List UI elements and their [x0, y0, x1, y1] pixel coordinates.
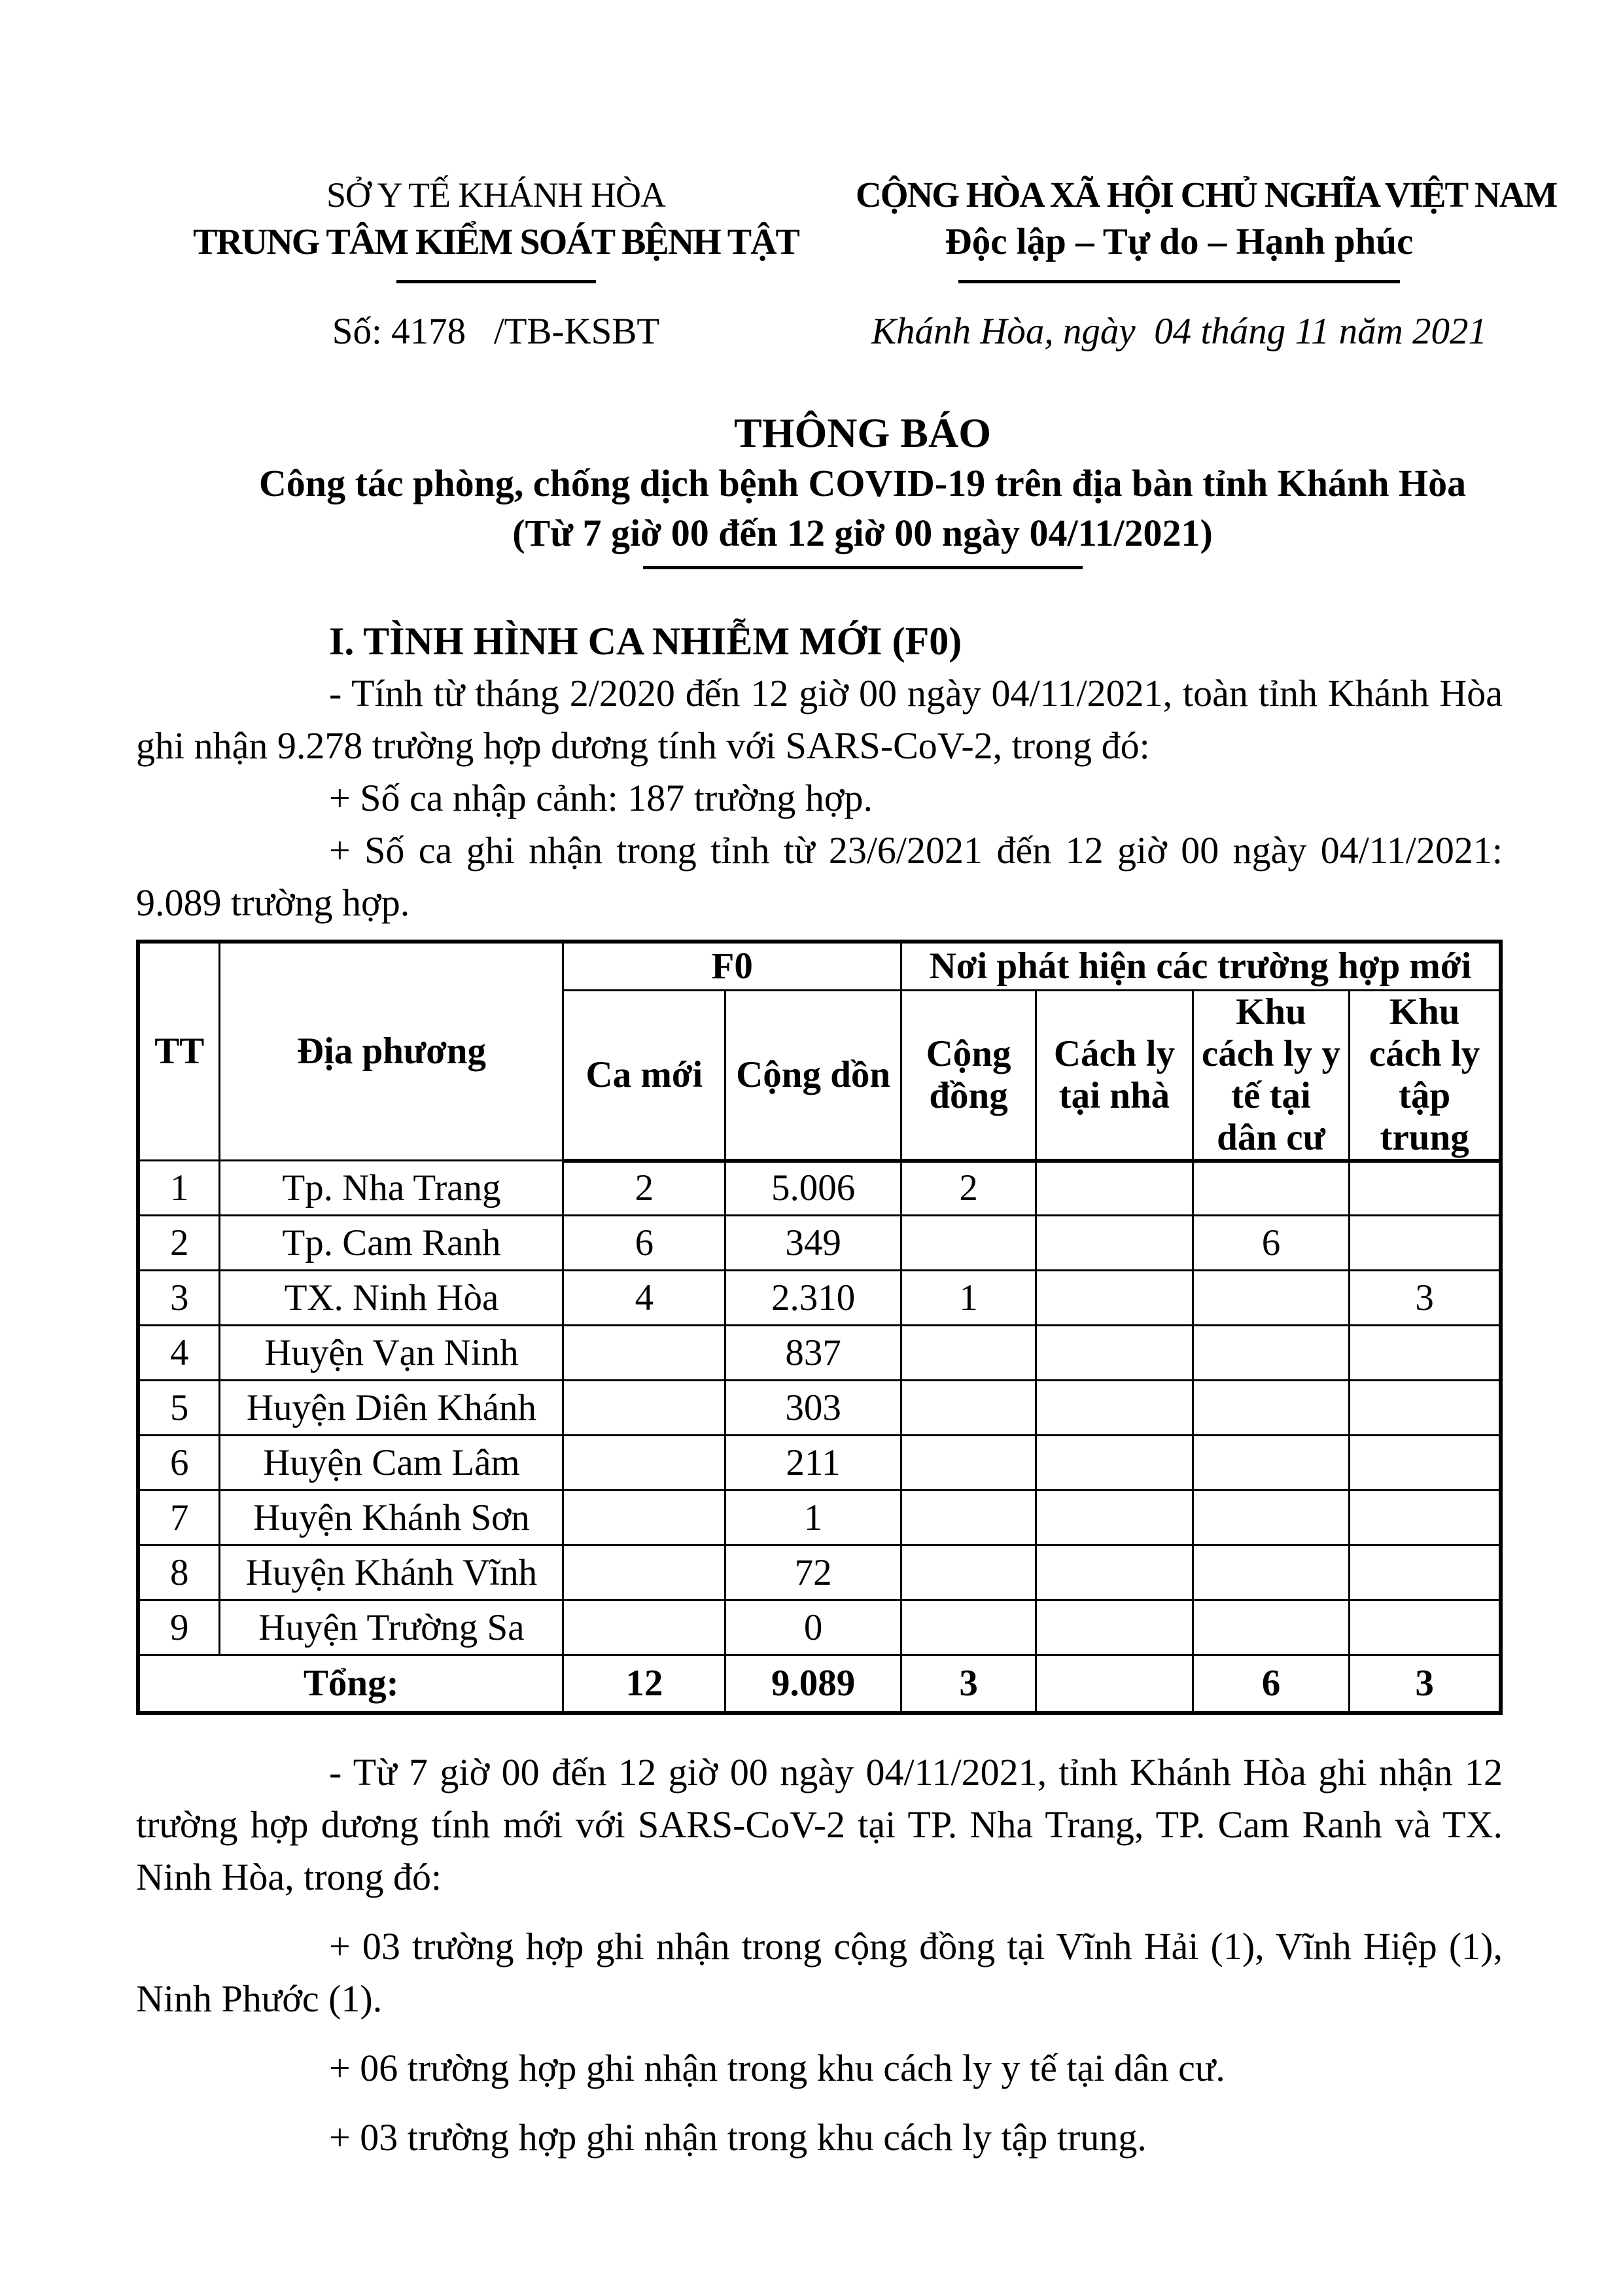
col-header-tt: TT	[138, 942, 220, 1161]
cell-dia-phuong: Huyện Khánh Vĩnh	[220, 1545, 563, 1600]
cell-ca-moi	[563, 1381, 725, 1436]
cell-cong-dong	[901, 1600, 1036, 1655]
col-header-ca-moi: Ca mới	[563, 990, 725, 1161]
cell-khu-y-te: 6	[1193, 1216, 1350, 1271]
cell-khu-tap-trung	[1350, 1545, 1501, 1600]
cell-tt: 3	[138, 1271, 220, 1326]
cell-ca-moi	[563, 1326, 725, 1381]
doc-place-date: Khánh Hòa, ngày 04 tháng 11 năm 2021	[871, 311, 1487, 352]
table-total-row	[138, 1655, 1501, 1713]
cell-cach-ly-tai-nha	[1036, 1216, 1193, 1271]
cell-cach-ly-tai-nha	[1036, 1271, 1193, 1326]
doc-title-block	[179, 408, 1546, 569]
cell-khu-y-te	[1193, 1545, 1350, 1600]
col-header-cach-ly-tai-nha: Cách ly tại nhà	[1036, 990, 1193, 1161]
col-header-khu-cach-ly-y-te: Khu cách ly y tế tại dân cư	[1193, 990, 1350, 1161]
table-row	[138, 1491, 1501, 1545]
cell-khu-tap-trung	[1350, 1161, 1501, 1216]
letterhead	[136, 171, 1557, 283]
paragraph-community-cases: + 03 trường hợp ghi nhận trong cộng đồng tại Vĩnh Hải (1), Vĩnh Hiệp (1), Ninh Phước (1).	[136, 1924, 1503, 2020]
cell-cach-ly-tai-nha	[1036, 1600, 1193, 1655]
cell-cong-dong: 1	[901, 1271, 1036, 1326]
cell-khu-tap-trung	[1350, 1326, 1501, 1381]
total-label: Tổng:	[138, 1655, 563, 1713]
cell-tt: 6	[138, 1436, 220, 1491]
cell-ca-moi: 4	[563, 1271, 725, 1326]
cell-dia-phuong: TX. Ninh Hòa	[220, 1271, 563, 1326]
national-title: CỘNG HÒA XÃ HỘI CHỦ NGHĨA VIỆT NAM	[856, 175, 1557, 215]
cell-tt: 2	[138, 1216, 220, 1271]
cell-cong-don: 211	[725, 1436, 901, 1491]
cell-cong-dong	[901, 1491, 1036, 1545]
cell-tt: 7	[138, 1491, 220, 1545]
title-underline	[643, 566, 1083, 569]
doc-time-range: (Từ 7 giờ 00 đến 12 giờ 00 ngày 04/11/2021)	[512, 512, 1213, 554]
cell-khu-y-te	[1193, 1271, 1350, 1326]
cell-cong-dong	[901, 1545, 1036, 1600]
cell-tt: 5	[138, 1381, 220, 1436]
cell-cong-don: 5.006	[725, 1161, 901, 1216]
doc-title: THÔNG BÁO	[734, 410, 991, 456]
cell-cong-dong	[901, 1216, 1036, 1271]
cell-khu-y-te	[1193, 1600, 1350, 1655]
org-underline	[396, 280, 596, 283]
national-motto: Độc lập – Tự do – Hạnh phúc	[945, 221, 1414, 262]
total-khu-tap-trung: 3	[1350, 1655, 1501, 1713]
table-row	[138, 1436, 1501, 1491]
cell-khu-y-te	[1193, 1381, 1350, 1436]
cell-ca-moi	[563, 1491, 725, 1545]
paragraph-medical-isolation-cases: + 06 trường hợp ghi nhận trong khu cách ly y tế tại dân cư.	[329, 2046, 1225, 2089]
org-block	[136, 171, 856, 283]
cell-cach-ly-tai-nha	[1036, 1545, 1193, 1600]
cell-khu-y-te	[1193, 1491, 1350, 1545]
cell-dia-phuong: Huyện Vạn Ninh	[220, 1326, 563, 1381]
paragraph-province-cases: + Số ca ghi nhận trong tỉnh từ 23/6/2021 đến 12 giờ 00 ngày 04/11/2021: 9.089 trường hợp.	[136, 829, 1503, 924]
doc-meta-row	[136, 308, 1503, 355]
cell-tt: 1	[138, 1161, 220, 1216]
cell-khu-tap-trung	[1350, 1491, 1501, 1545]
total-ca-moi: 12	[563, 1655, 725, 1713]
table-row	[138, 1216, 1501, 1271]
cell-tt: 8	[138, 1545, 220, 1600]
cell-cong-don: 72	[725, 1545, 901, 1600]
section-heading-f0: I. TÌNH HÌNH CA NHIỄM MỚI (F0)	[329, 620, 962, 663]
org-parent-name: SỞ Y TẾ KHÁNH HÒA	[326, 175, 665, 215]
table-row	[138, 1161, 1501, 1216]
cases-table	[136, 940, 1503, 1715]
col-group-f0: F0	[563, 942, 901, 990]
cell-cach-ly-tai-nha	[1036, 1161, 1193, 1216]
paragraph-imported-cases: + Số ca nhập cảnh: 187 trường hợp.	[329, 777, 873, 819]
cell-cong-don: 0	[725, 1600, 901, 1655]
table-row	[138, 1545, 1501, 1600]
total-cach-ly-tai-nha	[1036, 1655, 1193, 1713]
cell-cong-don: 1	[725, 1491, 901, 1545]
cell-cach-ly-tai-nha	[1036, 1381, 1193, 1436]
cell-tt: 9	[138, 1600, 220, 1655]
cell-ca-moi: 6	[563, 1216, 725, 1271]
paragraph-total-cases: - Tính từ tháng 2/2020 đến 12 giờ 00 ngày 04/11/2021, toàn tỉnh Khánh Hòa ghi nhận 9.278 trường hợp dương tính với SARS-CoV-2, trong đó:	[136, 672, 1503, 767]
total-cong-dong: 3	[901, 1655, 1036, 1713]
cell-cong-don: 837	[725, 1326, 901, 1381]
col-group-noi-phat-hien: Nơi phát hiện các trường hợp mới	[901, 942, 1501, 990]
cell-cong-don: 349	[725, 1216, 901, 1271]
cell-khu-tap-trung	[1350, 1381, 1501, 1436]
motto-underline	[958, 280, 1400, 283]
cell-khu-y-te	[1193, 1326, 1350, 1381]
cell-ca-moi	[563, 1436, 725, 1491]
col-header-cong-dong: Cộng đồng	[901, 990, 1036, 1161]
cell-dia-phuong: Tp. Cam Ranh	[220, 1216, 563, 1271]
table-row	[138, 1600, 1501, 1655]
cell-dia-phuong: Huyện Khánh Sơn	[220, 1491, 563, 1545]
cell-cong-don: 2.310	[725, 1271, 901, 1326]
cell-cong-dong	[901, 1326, 1036, 1381]
cell-khu-tap-trung	[1350, 1436, 1501, 1491]
cell-cong-don: 303	[725, 1381, 901, 1436]
col-header-cong-don: Cộng dồn	[725, 990, 901, 1161]
cell-khu-tap-trung	[1350, 1600, 1501, 1655]
col-header-khu-cach-ly-tap-trung: Khu cách ly tập trung	[1350, 990, 1501, 1161]
cell-dia-phuong: Tp. Nha Trang	[220, 1161, 563, 1216]
total-cong-don: 9.089	[725, 1655, 901, 1713]
cell-khu-tap-trung	[1350, 1216, 1501, 1271]
cell-dia-phuong: Huyện Trường Sa	[220, 1600, 563, 1655]
cell-dia-phuong: Huyện Cam Lâm	[220, 1436, 563, 1491]
cell-ca-moi	[563, 1545, 725, 1600]
doc-subtitle: Công tác phòng, chống dịch bệnh COVID-19 trên địa bàn tỉnh Khánh Hòa	[258, 462, 1467, 504]
paragraph-new-cases-summary: - Từ 7 giờ 00 đến 12 giờ 00 ngày 04/11/2021, tỉnh Khánh Hòa ghi nhận 12 trường hợp dương tính mới với SARS-CoV-2 tại TP. Nha Trang, TP. Cam Ranh và TX. Ninh Hòa, trong đó:	[136, 1750, 1503, 1898]
cell-dia-phuong: Huyện Diên Khánh	[220, 1381, 563, 1436]
col-header-dia-phuong: Địa phương	[220, 942, 563, 1161]
cell-cong-dong	[901, 1381, 1036, 1436]
cell-cach-ly-tai-nha	[1036, 1491, 1193, 1545]
org-name: TRUNG TÂM KIỂM SOÁT BỆNH TẬT	[193, 222, 799, 262]
table-row	[138, 1326, 1501, 1381]
cell-cach-ly-tai-nha	[1036, 1436, 1193, 1491]
cell-khu-y-te	[1193, 1436, 1350, 1491]
table-row	[138, 1271, 1501, 1326]
cell-khu-y-te	[1193, 1161, 1350, 1216]
national-block	[856, 171, 1557, 283]
cell-khu-tap-trung: 3	[1350, 1271, 1501, 1326]
cell-ca-moi	[563, 1600, 725, 1655]
cell-ca-moi: 2	[563, 1161, 725, 1216]
total-khu-y-te: 6	[1193, 1655, 1350, 1713]
table-row	[138, 1381, 1501, 1436]
cell-cach-ly-tai-nha	[1036, 1326, 1193, 1381]
doc-number: Số: 4178 /TB-KSBT	[332, 311, 660, 352]
cell-tt: 4	[138, 1326, 220, 1381]
paragraph-concentrated-isolation-cases: + 03 trường hợp ghi nhận trong khu cách ly tập trung.	[329, 2115, 1147, 2159]
cell-cong-dong	[901, 1436, 1036, 1491]
cell-cong-dong: 2	[901, 1161, 1036, 1216]
